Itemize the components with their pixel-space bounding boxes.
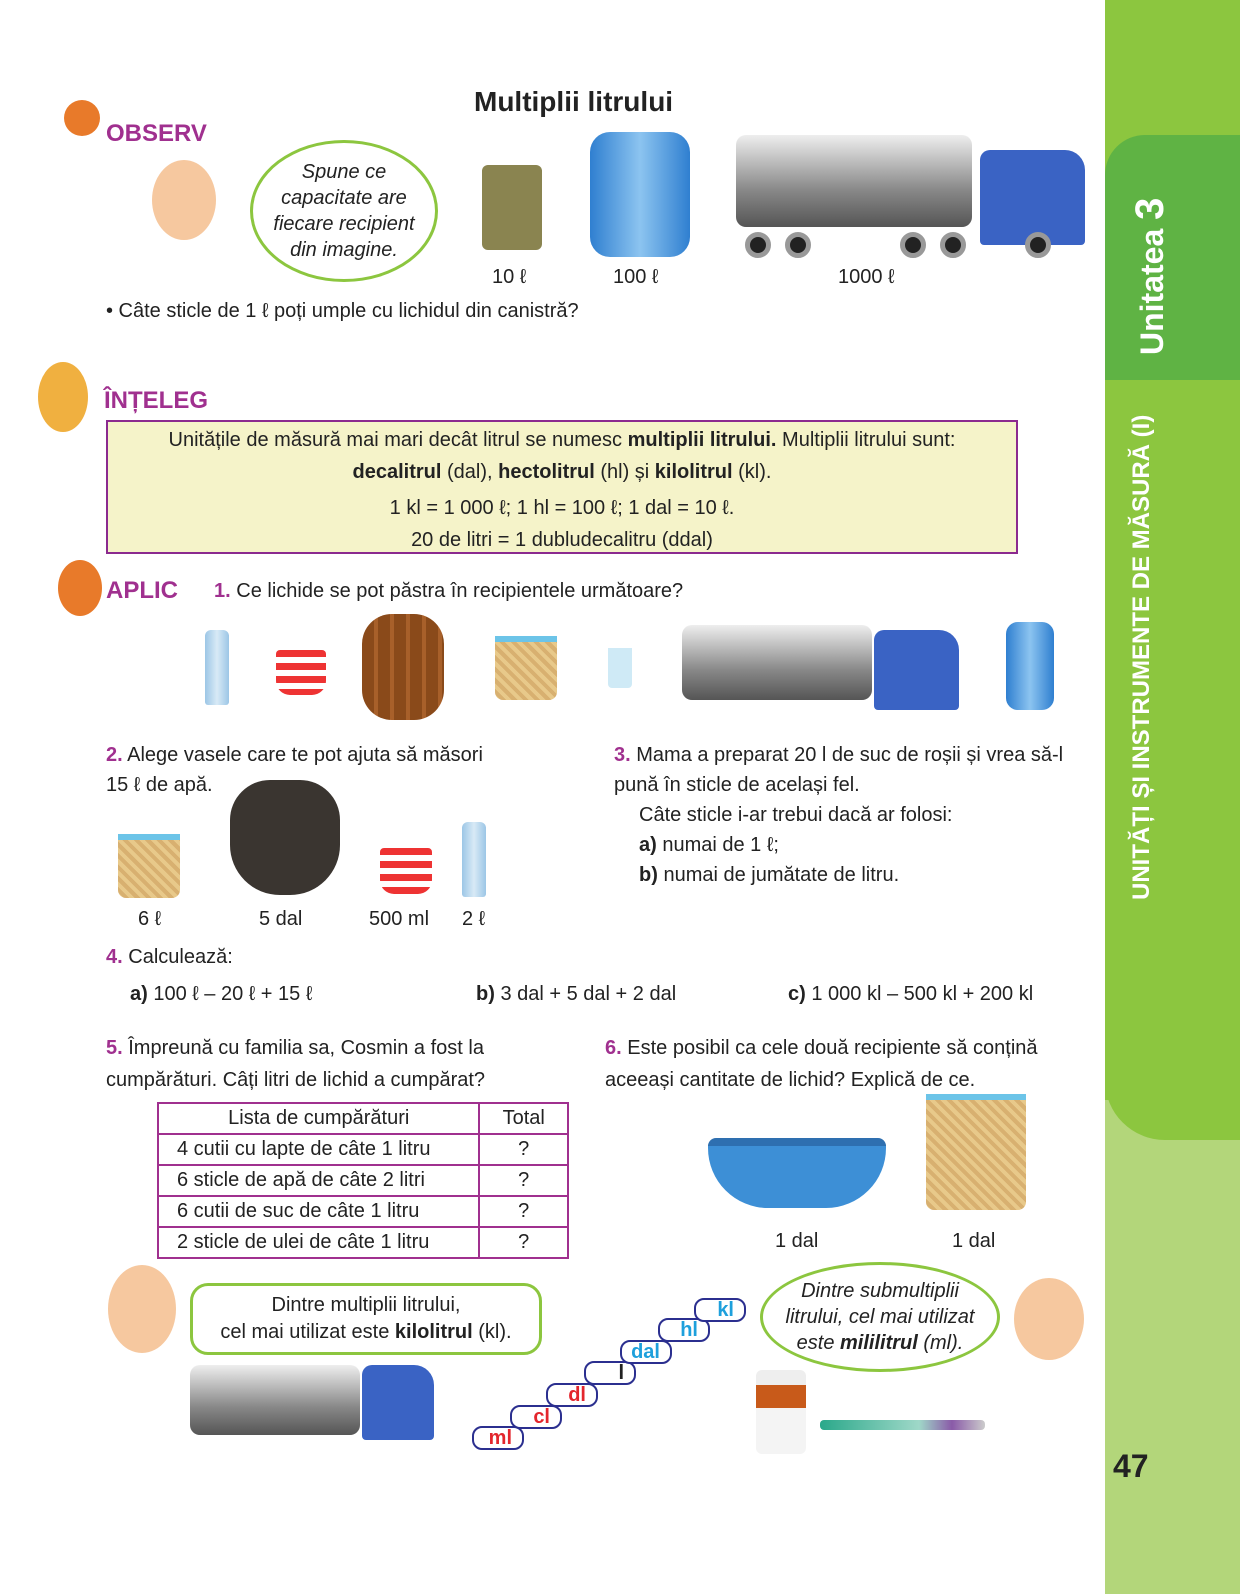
label-2l: 2 ℓ [462, 908, 486, 930]
label-100l: 100 ℓ [613, 266, 659, 288]
wheel-image [745, 232, 771, 258]
water-jug-image [1006, 622, 1054, 710]
text-segment: este [796, 1332, 840, 1354]
text-segment: 3 [1128, 197, 1172, 220]
text-segment: 20 de litri = 1 dubludecalitru (ddal) [411, 529, 713, 551]
truck-cab [874, 630, 959, 710]
text-segment: kilolitrul [654, 461, 733, 483]
text-segment: (dal), [441, 461, 499, 483]
exercise-1 [214, 580, 683, 603]
text-segment: Dintre submultiplii [801, 1280, 959, 1302]
stair-dal: dal [620, 1340, 672, 1364]
text-segment: 100 ℓ – 20 ℓ + 15 ℓ [147, 983, 313, 1005]
text-segment: 1. [214, 580, 231, 602]
mug-image [380, 848, 432, 894]
multiples-speech-bubble [190, 1283, 542, 1355]
tanker-truck-image [190, 1365, 360, 1435]
text-segment: Câte sticle i-ar trebui dacă ar folosi: [639, 804, 953, 826]
text-segment: a) [130, 983, 148, 1005]
wheel-image [1025, 232, 1051, 258]
text-segment: 4 cutii cu lapte de câte 1 litru [158, 1134, 479, 1165]
stair-kl: kl [694, 1298, 746, 1322]
medicine-bottle-image [756, 1370, 806, 1454]
wheel-image [900, 232, 926, 258]
text-segment: 3. [614, 744, 631, 766]
label-bucket: 1 dal [952, 1230, 996, 1252]
exercise-4 [106, 946, 233, 969]
text-segment: Este posibil ca cele două recipiente să conțină [627, 1037, 1038, 1059]
exercise-3 [614, 740, 1063, 890]
text-segment: (hl) și [594, 461, 655, 483]
text-segment: Mama a preparat 20 l de suc de roșii și vrea să-l [636, 744, 1064, 766]
definition-box [106, 420, 1018, 554]
text-segment: kilolitrul [394, 1321, 473, 1343]
text-segment: (kl). [732, 461, 772, 483]
boy-avatar [108, 1265, 176, 1353]
text-segment: Alege vasele care te pot ajuta să măsori [127, 744, 483, 766]
label-500ml: 500 ml [369, 908, 430, 930]
bucket-image [926, 1094, 1026, 1210]
barrel-image [362, 614, 444, 720]
sidebar-band-lower [1105, 1100, 1240, 1594]
text-segment: aceeași cantitate de lichid? Explică de ce. [605, 1069, 976, 1091]
text-segment: Unitățile de măsură mai mari decât litrul se numesc [168, 429, 628, 451]
aplic-character-icon [58, 560, 102, 616]
label-10l: 10 ℓ [492, 266, 527, 288]
table-row [158, 1134, 568, 1165]
text-segment: (ml). [917, 1332, 964, 1354]
text-segment: ? [479, 1196, 568, 1227]
observ-speech-bubble: Spune ce capacitate are fiecare recipient din imagine. [250, 140, 438, 282]
unit-label [1128, 198, 1173, 355]
label-6l: 6 ℓ [138, 908, 162, 930]
text-segment: 6 cutii de suc de câte 1 litru [158, 1196, 479, 1227]
girl-character-icon [38, 362, 88, 432]
demijohn-image [230, 780, 340, 895]
label-1000l: 1000 ℓ [838, 266, 895, 288]
chapter-title: UNITĂȚI ȘI INSTRUMENTE DE MĂSURĂ (I) [1128, 414, 1155, 900]
text-segment: Multiplii litrului sunt: [776, 429, 956, 451]
text-segment: b) [476, 983, 495, 1005]
observ-character-icon [64, 100, 100, 136]
bucket-image [495, 636, 557, 700]
text-segment: 1 kl = 1 000 ℓ; 1 hl = 100 ℓ; 1 dal = 10 ℓ. [389, 497, 735, 519]
shopping-table [157, 1102, 569, 1259]
text-segment: Unitatea [1134, 228, 1170, 355]
table-row [158, 1165, 568, 1196]
table-row [158, 1227, 568, 1258]
jerrycan-image [482, 165, 542, 250]
text-segment [108, 424, 1016, 456]
text-segment: ? [479, 1134, 568, 1165]
text-segment: decalitrul [352, 461, 442, 483]
text-segment: Dintre multiplii litrului, [271, 1294, 461, 1316]
text-segment: 15 ℓ de apă. [106, 774, 213, 796]
exercise-4b [476, 983, 676, 1006]
text-segment: ? [479, 1165, 568, 1196]
stair-l: l [584, 1361, 636, 1385]
text-segment: cel mai utilizat este [220, 1321, 395, 1343]
text-segment: Ce lichide se pot păstra în recipientele următoare? [236, 580, 684, 602]
exercise-4c [788, 983, 1033, 1006]
text-segment: 4. [106, 946, 123, 968]
bottle-image [205, 630, 229, 705]
table-row [158, 1196, 568, 1227]
text-segment: (kl). [472, 1321, 512, 1343]
text-segment: 2 sticle de ulei de câte 1 litru [158, 1227, 479, 1258]
table-header: Lista de cumpărături [158, 1103, 479, 1134]
bucket-image [118, 834, 180, 898]
stair-dl: dl [546, 1383, 598, 1407]
table-header: Total [479, 1103, 568, 1134]
wheel-image [785, 232, 811, 258]
exercise-4a [130, 983, 312, 1006]
page-number: 47 [1113, 1448, 1149, 1484]
text-segment: numai de jumătate de litru. [657, 864, 900, 886]
text-segment: b) [639, 864, 658, 886]
text-segment: 1 000 kl – 500 kl + 200 kl [805, 983, 1034, 1005]
text-segment: 5. [106, 1037, 123, 1059]
text-segment: a) [639, 834, 657, 856]
basin-image [708, 1138, 886, 1208]
exercise-5 [106, 1032, 485, 1096]
text-segment: c) [788, 983, 806, 1005]
observ-question: • Câte sticle de 1 ℓ poți umple cu lichidul din canistră? [106, 300, 579, 322]
tanker-truck-image [736, 135, 972, 227]
glass-image [608, 648, 632, 688]
stair-cl: cl [510, 1405, 562, 1429]
exercise-6 [605, 1032, 1038, 1096]
label-basin: 1 dal [775, 1230, 819, 1252]
text-segment: numai de 1 ℓ; [656, 834, 779, 856]
observ-heading: OBSERV [106, 120, 207, 147]
text-segment: Calculează: [128, 946, 233, 968]
stair-hl: hl [658, 1318, 710, 1342]
text-segment [158, 1103, 568, 1258]
truck-cab [362, 1365, 434, 1440]
text-segment: 6. [605, 1037, 622, 1059]
text-segment: ? [479, 1227, 568, 1258]
text-segment: litrului, cel mai utilizat [785, 1306, 975, 1328]
text-segment: hectolitrul [498, 461, 595, 483]
text-segment: multiplii litrului. [627, 429, 777, 451]
submultiples-speech-bubble [760, 1262, 1000, 1372]
label-5dal: 5 dal [259, 908, 303, 930]
mug-image [276, 650, 326, 695]
wheel-image [940, 232, 966, 258]
text-segment: pună în sticle de același fel. [614, 774, 860, 796]
boy-avatar [152, 160, 216, 240]
text-segment [158, 1103, 568, 1134]
text-segment [108, 456, 1016, 488]
text-segment: 2. [106, 744, 123, 766]
page-title: Multiplii litrului [474, 86, 674, 117]
text-segment [614, 864, 899, 886]
text-segment: Împreună cu familia sa, Cosmin a fost la [128, 1037, 484, 1059]
text-segment: cumpărături. Câți litri de lichid a cumpărat? [106, 1069, 486, 1091]
syringe-image [820, 1420, 985, 1430]
text-segment [786, 1278, 975, 1356]
text-segment: 6 sticle de apă de câte 2 litri [158, 1165, 479, 1196]
text-segment [614, 834, 779, 856]
inteleg-heading: ÎNȚELEG [104, 387, 209, 414]
aplic-heading: APLIC [106, 577, 178, 604]
stair-ml: ml [472, 1426, 524, 1450]
text-segment: 3 dal + 5 dal + 2 dal [494, 983, 677, 1005]
girl-avatar [1014, 1278, 1084, 1360]
water-jug-image [590, 132, 690, 257]
text-segment: mililitrul [840, 1332, 918, 1354]
truck-cab [980, 150, 1085, 245]
bottle-image [462, 822, 486, 897]
tanker-truck-image [682, 625, 872, 700]
